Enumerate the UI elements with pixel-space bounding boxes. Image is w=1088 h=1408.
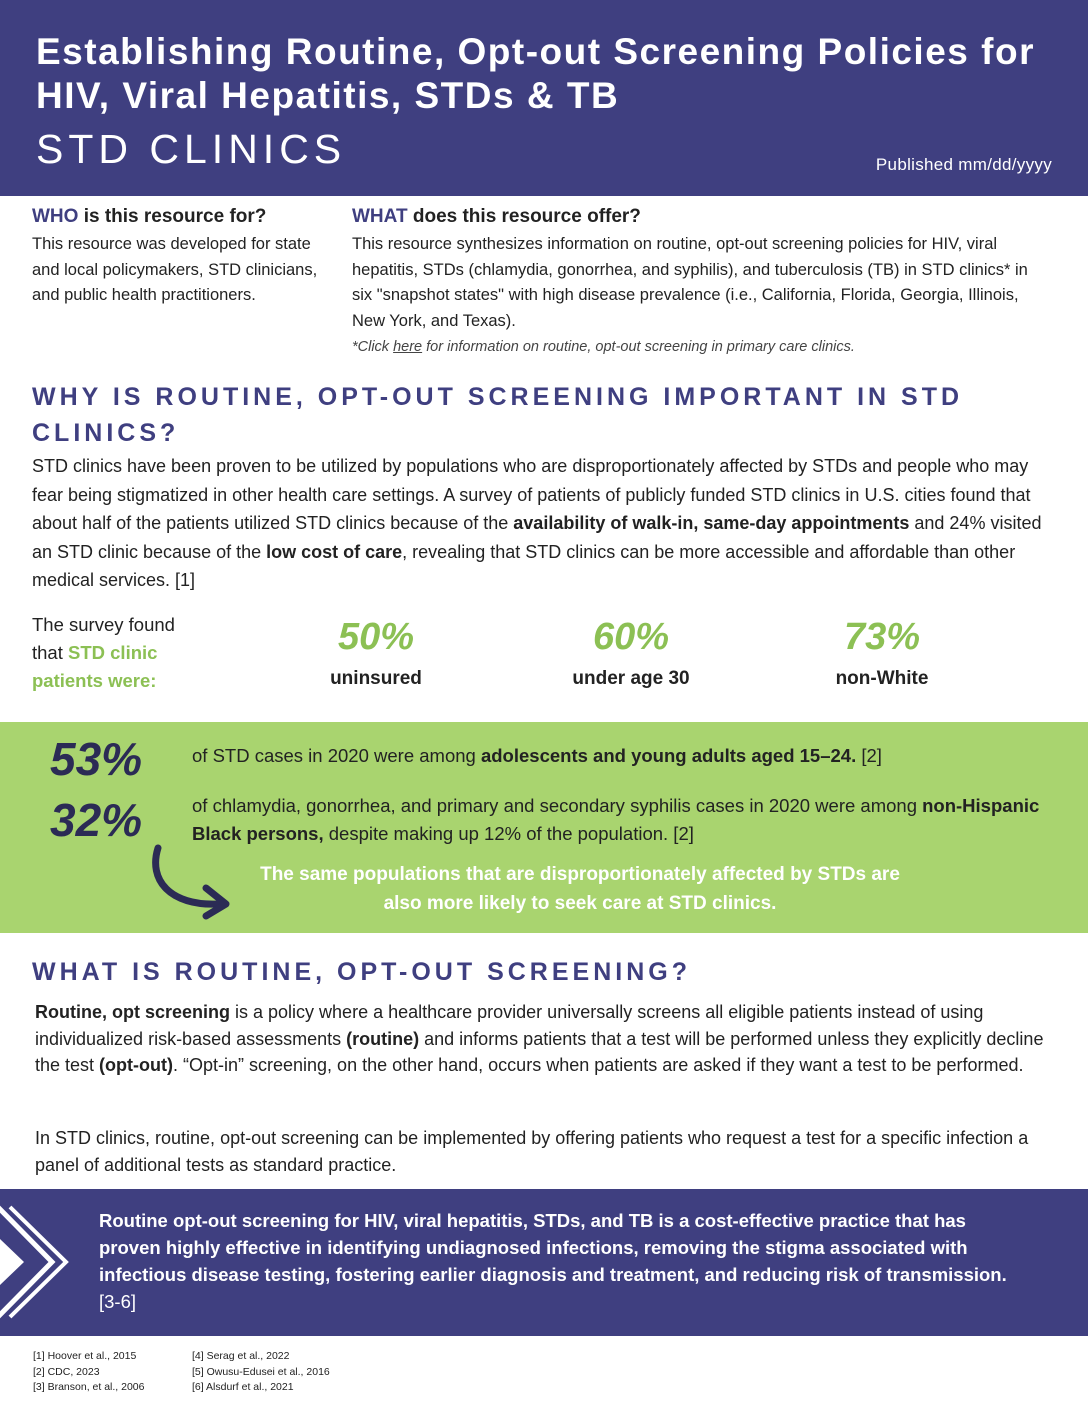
- here-link[interactable]: here: [393, 339, 423, 355]
- stat-label: non-White: [835, 668, 929, 689]
- stat-label: uninsured: [330, 668, 422, 689]
- reference-item: [6] Alsdurf et al., 2021: [192, 1381, 294, 1393]
- published-date: Published mm/dd/yyyy: [875, 155, 1052, 174]
- what-is-paragraph-1: Routine, opt screening is a policy where a healthcare provider universally screens all eligible patients instead of using individualized risk-based assessments (routine) and informs patients that a test will be performed unless they explicitly decline the test (opt-out). “Opt-in” screening, on the other hand, occurs when patients are asked if they want a test to be performed.: [35, 1002, 1044, 1075]
- stat-uninsured: [266, 612, 486, 690]
- what-offer-section: [352, 206, 1052, 355]
- reference-item: [5] Owusu-Edusei et al., 2016: [192, 1365, 330, 1378]
- what-offer-title: WHAT does this resource offer?: [352, 206, 641, 227]
- survey-intro-highlight: STD clinic patients were:: [32, 642, 158, 691]
- stat-value: 73%: [843, 616, 921, 658]
- references-left: [33, 1349, 145, 1396]
- stat-value: 60%: [592, 616, 670, 658]
- stat-label: under age 30: [572, 668, 690, 689]
- curved-arrow-icon: [140, 840, 240, 920]
- stat-under-30: [521, 612, 741, 690]
- band-text-1: of STD cases in 2020 were among adolescents and young adults aged 15–24. [2]: [192, 745, 882, 766]
- why-body: STD clinics have been proven to be utilized by populations who are disproportionately affected by STDs and people who may fear being stigmatized in other health care settings. A survey of patients of publicly funded STD clinics in U.S. cities found that about half of the patients utilized STD clinics because of the availability of walk-in, same-day appointments and 24% visited an STD clinic because of the low cost of care, revealing that STD clinics can be more accessible and affordable than other medical services. [1]: [32, 456, 1042, 590]
- what-offer-body: This resource synthesizes information on routine, opt-out screening policies for HIV, viral hepatitis, STDs (chlamydia, gonorrhea, and syphilis), and tuberculosis (TB) in STD clinics* in six "snapshot states" with high disease prevalence (i.e., California, Florida, Georgia, Illinois, New York, and Texas).: [352, 235, 1028, 330]
- page-title: Establishing Routine, Opt-out Screening Policies for HIV, Viral Hepatitis, STDs & TB: [36, 31, 1035, 116]
- bottom-callout-band: [0, 1189, 1088, 1336]
- why-heading: WHY IS ROUTINE, OPT-OUT SCREENING IMPORTANT IN STD CLINICS?: [32, 383, 964, 447]
- what-is-heading: WHAT IS ROUTINE, OPT-OUT SCREENING?: [32, 958, 691, 986]
- reference-item: [2] CDC, 2023: [33, 1365, 100, 1378]
- bottom-callout-text: Routine opt-out screening for HIV, viral hepatitis, STDs, and TB is a cost-effective practice that has proven highly effective in identifying undiagnosed infections, removing the stigma associated with infectious disease testing, fostering earlier diagnosis and treatment, and reducing risk of transmission. [3-6]: [99, 1210, 1007, 1312]
- band-callout: The same populations that are disproportionately affected by STDs are also more likely to seek care at STD clinics.: [260, 864, 900, 914]
- header-banner: [0, 0, 1088, 196]
- stat-value: 50%: [337, 616, 415, 658]
- who-body: This resource was developed for state and local policymakers, STD clinicians, and public health practitioners.: [32, 235, 318, 304]
- band-stat-32: 32%: [50, 794, 143, 846]
- stat-non-white: [772, 612, 992, 690]
- band-text-2: of chlamydia, gonorrhea, and primary and secondary syphilis cases in 2020 were among non-Hispanic Black persons, despite making up 12% of the population. [2]: [192, 795, 1040, 844]
- reference-item: [3] Branson, et al., 2006: [33, 1381, 145, 1393]
- reference-item: [1] Hoover et al., 2015: [33, 1350, 137, 1362]
- who-title: WHO is this resource for?: [32, 206, 267, 227]
- primary-care-note: *Click here for information on routine, opt-out screening in primary care clinics.: [352, 339, 855, 355]
- page-subtitle: STD CLINICS: [36, 126, 347, 172]
- chevron-right-icon: [0, 1189, 90, 1336]
- survey-intro: The survey found that STD clinic patients were:: [32, 614, 175, 691]
- reference-item: [4] Serag et al., 2022: [192, 1350, 290, 1362]
- what-is-paragraph-2: In STD clinics, routine, opt-out screening can be implemented by offering patients who request a test for a specific infection a panel of additional tests as standard practice.: [35, 1128, 1029, 1175]
- who-section: [32, 206, 332, 309]
- band-stat-53: 53%: [50, 733, 143, 785]
- references-right: [192, 1349, 330, 1396]
